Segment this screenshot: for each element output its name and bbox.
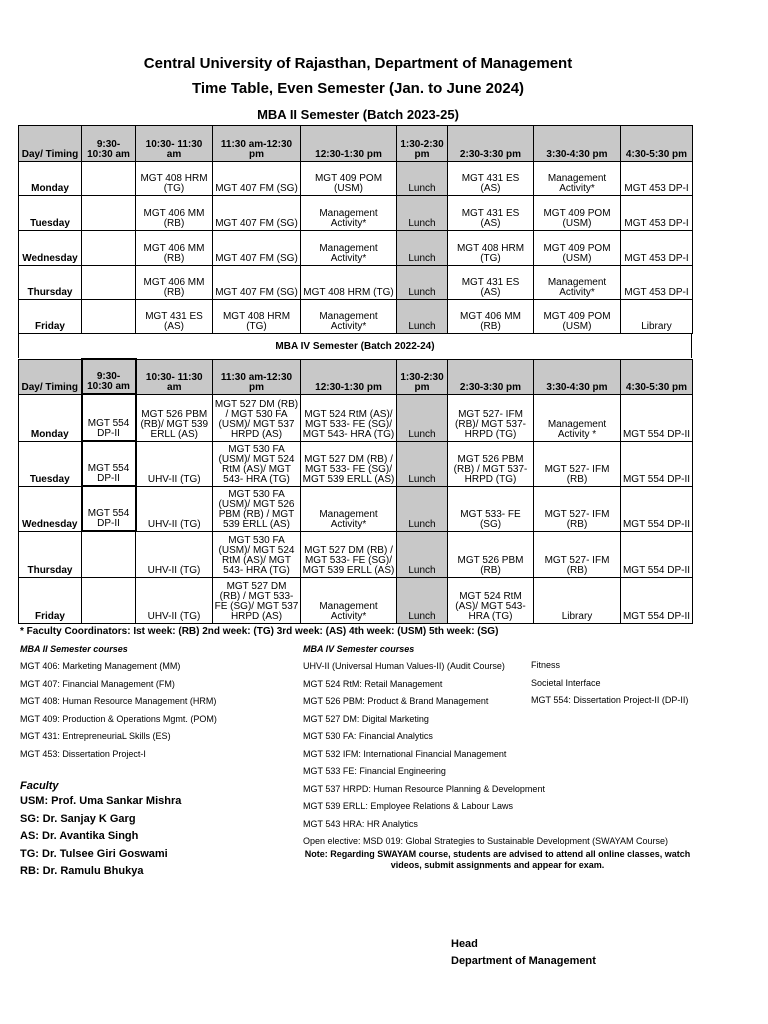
header-cell: 12:30-1:30 pm bbox=[301, 359, 397, 394]
day-cell: Wednesday bbox=[19, 231, 82, 266]
day-cell: Friday bbox=[19, 577, 82, 623]
slot-cell: Management Activity* bbox=[301, 577, 397, 623]
slot-cell: MGT 453 DP-I bbox=[621, 266, 693, 300]
list-item: MGT 526 PBM: Product & Brand Management bbox=[303, 696, 489, 706]
slot-cell bbox=[82, 300, 136, 334]
mba4-courses-list bbox=[303, 644, 545, 836]
header-cell: 10:30- 11:30 am bbox=[136, 126, 213, 162]
slot-cell: MGT 407 FM (SG) bbox=[213, 162, 301, 196]
table-row bbox=[19, 531, 693, 577]
slot-cell: MGT 527 DM (RB) / MGT 533- FE (SG)/ MGT 539 ERLL (AS) bbox=[301, 441, 397, 486]
slot-cell: MGT 406 MM (RB) bbox=[136, 266, 213, 300]
lunch-cell: Lunch bbox=[397, 577, 448, 623]
slot-cell: MGT 406 MM (RB) bbox=[136, 231, 213, 266]
table-row bbox=[19, 266, 693, 300]
header-cell: 10:30- 11:30 am bbox=[136, 359, 213, 394]
lunch-cell: Lunch bbox=[397, 531, 448, 577]
slot-cell: MGT 527- IFM (RB) bbox=[534, 486, 621, 531]
signature-department: Department of Management bbox=[451, 955, 596, 967]
table-row bbox=[19, 231, 693, 266]
header-cell: 4:30-5:30 pm bbox=[621, 359, 693, 394]
lunch-cell: Lunch bbox=[397, 441, 448, 486]
faculty-coordinators-note: * Faculty Coordinators: Ist week: (RB) 2nd week: (TG) 3rd week: (AS) 4th week: (USM) 5th week: (SG) bbox=[20, 626, 499, 637]
swayam-note: Note: Regarding SWAYAM course, students are advised to attend all online classes, watch videos, submit assignments and appear for exam. bbox=[304, 849, 691, 870]
slot-cell: Library bbox=[621, 300, 693, 334]
faculty-item: USM: Prof. Uma Sankar Mishra bbox=[20, 795, 182, 807]
table-row bbox=[19, 441, 693, 486]
slot-cell bbox=[82, 531, 136, 577]
list-item: MGT 431: EntrepreneuriaL Skills (ES) bbox=[20, 731, 171, 741]
day-cell: Thursday bbox=[19, 531, 82, 577]
slot-cell: MGT 453 DP-I bbox=[621, 196, 693, 231]
list-item: MGT 409: Production & Operations Mgmt. (POM) bbox=[20, 713, 217, 724]
slot-cell bbox=[82, 231, 136, 266]
lunch-cell: Lunch bbox=[397, 486, 448, 531]
slot-cell: MGT 409 POM (USM) bbox=[301, 162, 397, 196]
header-cell: 1:30-2:30 pm bbox=[397, 359, 448, 394]
header-cell: 11:30 am-12:30 pm bbox=[213, 359, 301, 394]
slot-cell: UHV-II (TG) bbox=[136, 577, 213, 623]
day-cell: Monday bbox=[19, 162, 82, 196]
list-item: MGT 543 HRA: HR Analytics bbox=[303, 818, 418, 829]
header-cell: 9:30- 10:30 am bbox=[82, 126, 136, 162]
header-cell: 1:30-2:30 pm bbox=[397, 126, 448, 162]
slot-cell: MGT 406 MM (RB) bbox=[448, 300, 534, 334]
mba2-heading: MBA II Semester (Batch 2023-25) bbox=[257, 107, 459, 122]
header-cell: 12:30-1:30 pm bbox=[301, 126, 397, 162]
day-cell: Monday bbox=[19, 394, 82, 441]
slot-cell: Management Activity* bbox=[534, 266, 621, 300]
list-item: MGT 554: Dissertation Project-II (DP-II) bbox=[531, 695, 689, 705]
faculty-heading: Faculty bbox=[20, 780, 59, 792]
table-row bbox=[19, 162, 693, 196]
list-item: MGT 407: Financial Management (FM) bbox=[20, 678, 175, 689]
slot-cell: MGT 407 FM (SG) bbox=[213, 196, 301, 231]
slot-cell: Management Activity * bbox=[534, 394, 621, 441]
slot-cell: Management Activity* bbox=[301, 300, 397, 334]
slot-cell: MGT 530 FA (USM)/ MGT 524 RtM (AS)/ MGT 543- HRA (TG) bbox=[213, 441, 301, 486]
slot-cell: MGT 409 POM (USM) bbox=[534, 231, 621, 266]
lunch-cell: Lunch bbox=[397, 162, 448, 196]
list-item: MGT 406: Marketing Management (MM) bbox=[20, 661, 181, 671]
slot-cell: MGT 453 DP-I bbox=[621, 231, 693, 266]
slot-cell bbox=[82, 577, 136, 623]
title-timetable: Time Table, Even Semester (Jan. to June 2024) bbox=[191, 80, 525, 97]
header-cell: 9:30- 10:30 am bbox=[82, 359, 136, 394]
list-item: MGT 533 FE: Financial Engineering bbox=[303, 766, 446, 776]
lunch-cell: Lunch bbox=[397, 231, 448, 266]
lunch-cell: Lunch bbox=[397, 300, 448, 334]
slot-cell: Management Activity* bbox=[301, 486, 397, 531]
mba4-heading: MBA IV Semester (Batch 2022-24) bbox=[18, 333, 692, 358]
slot-cell: Management Activity* bbox=[301, 196, 397, 231]
list-item: MGT 453: Dissertation Project-I bbox=[20, 748, 146, 759]
slot-cell: MGT 554 DP-II bbox=[82, 394, 136, 441]
signature-block bbox=[451, 936, 596, 970]
slot-cell: MGT 409 POM (USM) bbox=[534, 196, 621, 231]
slot-cell: MGT 409 POM (USM) bbox=[534, 300, 621, 334]
table-row bbox=[19, 577, 693, 623]
mba4-header-row bbox=[19, 359, 693, 394]
lunch-cell: Lunch bbox=[397, 196, 448, 231]
slot-cell: MGT 431 ES (AS) bbox=[448, 162, 534, 196]
title-university: Central University of Rajasthan, Department of Management bbox=[143, 55, 573, 72]
mba4-extra-courses bbox=[531, 660, 688, 713]
slot-cell bbox=[82, 162, 136, 196]
lunch-cell: Lunch bbox=[397, 266, 448, 300]
slot-cell: MGT 533- FE (SG) bbox=[448, 486, 534, 531]
table-row bbox=[19, 300, 693, 334]
mba4-courses-heading: MBA IV Semester courses bbox=[303, 644, 415, 654]
slot-cell: MGT 524 RtM (AS)/ MGT 533- FE (SG)/ MGT 543- HRA (TG) bbox=[301, 394, 397, 441]
header-cell: 3:30-4:30 pm bbox=[534, 126, 621, 162]
slot-cell: MGT 408 HRM (TG) bbox=[301, 266, 397, 300]
slot-cell: MGT 408 HRM (TG) bbox=[136, 162, 213, 196]
slot-cell: MGT 554 DP-II bbox=[621, 394, 693, 441]
list-item: MGT 408: Human Resource Management (HRM) bbox=[20, 696, 217, 706]
header-cell: 4:30-5:30 pm bbox=[621, 126, 693, 162]
list-item: MGT 539 ERLL: Employee Relations & Labour Laws bbox=[303, 801, 513, 811]
slot-cell: MGT 526 PBM (RB) bbox=[448, 531, 534, 577]
open-elective-note: Open elective: MSD 019: Global Strategies to Sustainable Development (SWAYAM Course) bbox=[303, 836, 669, 846]
header-cell: Day/ Timing bbox=[19, 126, 82, 162]
faculty-item: TG: Dr. Tulsee Giri Goswami bbox=[20, 847, 168, 860]
slot-cell: MGT 554 DP-II bbox=[621, 441, 693, 486]
slot-cell: Management Activity* bbox=[301, 231, 397, 266]
list-item: Fitness bbox=[531, 660, 561, 670]
slot-cell: MGT 431 ES (AS) bbox=[448, 196, 534, 231]
slot-cell: MGT 554 DP-II bbox=[621, 486, 693, 531]
slot-cell: MGT 527- IFM (RB) bbox=[534, 441, 621, 486]
slot-cell: MGT 527- IFM (RB) bbox=[534, 531, 621, 577]
list-item: MGT 524 RtM: Retail Management bbox=[303, 678, 443, 689]
slot-cell: MGT 527- IFM (RB)/ MGT 537- HRPD (TG) bbox=[448, 394, 534, 441]
day-cell: Wednesday bbox=[19, 486, 82, 531]
list-item: MGT 532 IFM: International Financial Management bbox=[303, 748, 507, 759]
day-cell: Tuesday bbox=[19, 196, 82, 231]
slot-cell: MGT 530 FA (USM)/ MGT 524 RtM (AS)/ MGT 543- HRA (TG) bbox=[213, 531, 301, 577]
faculty-item: RB: Dr. Ramulu Bhukya bbox=[20, 865, 144, 877]
faculty-item: SG: Dr. Sanjay K Garg bbox=[20, 812, 136, 825]
slot-cell: MGT 407 FM (SG) bbox=[213, 266, 301, 300]
slot-cell: UHV-II (TG) bbox=[136, 486, 213, 531]
header-cell: 11:30 am-12:30 pm bbox=[213, 126, 301, 162]
slot-cell: MGT 524 RtM (AS)/ MGT 543- HRA (TG) bbox=[448, 577, 534, 623]
slot-cell: MGT 408 HRM (TG) bbox=[213, 300, 301, 334]
header-cell: Day/ Timing bbox=[19, 359, 82, 394]
header-cell: 2:30-3:30 pm bbox=[448, 359, 534, 394]
table-row bbox=[19, 196, 693, 231]
lunch-cell: Lunch bbox=[397, 394, 448, 441]
mba2-header-row bbox=[19, 126, 693, 162]
slot-cell: MGT 526 PBM (RB) / MGT 537- HRPD (TG) bbox=[448, 441, 534, 486]
list-item: MGT 527 DM: Digital Marketing bbox=[303, 713, 429, 724]
slot-cell: UHV-II (TG) bbox=[136, 531, 213, 577]
slot-cell: MGT 554 DP-II bbox=[621, 531, 693, 577]
day-cell: Thursday bbox=[19, 266, 82, 300]
mba2-courses-heading: MBA II Semester courses bbox=[20, 644, 128, 654]
mba2-courses-list bbox=[20, 644, 217, 766]
table-row bbox=[19, 486, 693, 531]
faculty-item: AS: Dr. Avantika Singh bbox=[20, 830, 139, 842]
slot-cell: MGT 453 DP-I bbox=[621, 162, 693, 196]
slot-cell bbox=[82, 196, 136, 231]
list-item: MGT 537 HRPD: Human Resource Planning & Development bbox=[303, 783, 545, 794]
slot-cell: MGT 526 PBM (RB)/ MGT 539 ERLL (AS) bbox=[136, 394, 213, 441]
day-cell: Tuesday bbox=[19, 441, 82, 486]
slot-cell: MGT 530 FA (USM)/ MGT 526 PBM (RB) / MGT 539 ERLL (AS) bbox=[213, 486, 301, 531]
slot-cell: MGT 554 DP-II bbox=[82, 441, 136, 486]
slot-cell: MGT 527 DM (RB) / MGT 533- FE (SG)/ MGT 539 ERLL (AS) bbox=[301, 531, 397, 577]
slot-cell: Management Activity* bbox=[534, 162, 621, 196]
signature-title: Head bbox=[451, 938, 478, 950]
slot-cell: MGT 527 DM (RB) / MGT 530 FA (USM)/ MGT 537 HRPD (AS) bbox=[213, 394, 301, 441]
slot-cell: MGT 527 DM (RB) / MGT 533- FE (SG)/ MGT 537 HRPD (AS) bbox=[213, 577, 301, 623]
mba4-timetable bbox=[18, 358, 693, 624]
slot-cell: UHV-II (TG) bbox=[136, 441, 213, 486]
list-item: Societal Interface bbox=[531, 677, 601, 688]
table-row bbox=[19, 394, 693, 441]
day-cell: Friday bbox=[19, 300, 82, 334]
header-cell: 3:30-4:30 pm bbox=[534, 359, 621, 394]
slot-cell: MGT 431 ES (AS) bbox=[448, 266, 534, 300]
slot-cell: MGT 406 MM (RB) bbox=[136, 196, 213, 231]
slot-cell: MGT 407 FM (SG) bbox=[213, 231, 301, 266]
mba2-timetable bbox=[18, 125, 693, 334]
slot-cell: MGT 408 HRM (TG) bbox=[448, 231, 534, 266]
slot-cell: Library bbox=[534, 577, 621, 623]
list-item: MGT 530 FA: Financial Analytics bbox=[303, 731, 433, 741]
header-cell: 2:30-3:30 pm bbox=[448, 126, 534, 162]
slot-cell: MGT 554 DP-II bbox=[82, 486, 136, 531]
slot-cell: MGT 554 DP-II bbox=[621, 577, 693, 623]
slot-cell bbox=[82, 266, 136, 300]
slot-cell: MGT 431 ES (AS) bbox=[136, 300, 213, 334]
list-item: UHV-II (Universal Human Values-II) (Audit Course) bbox=[303, 661, 505, 671]
faculty-list bbox=[20, 780, 181, 883]
